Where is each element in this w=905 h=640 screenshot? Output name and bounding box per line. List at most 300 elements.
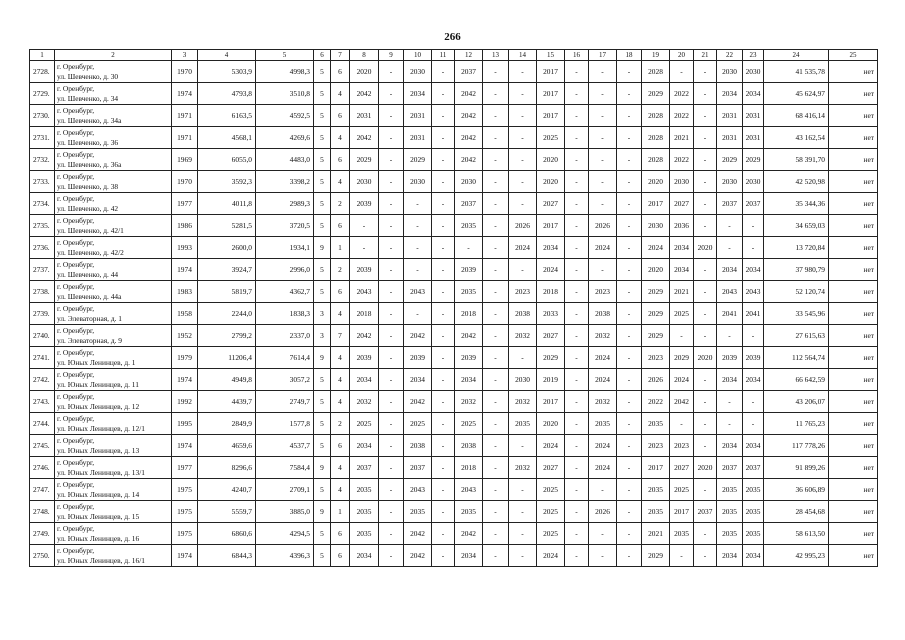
cell-col-19: 2029 (642, 281, 670, 303)
cell-col-6: 5 (314, 193, 331, 215)
cell-col-4: 5303,9 (198, 61, 256, 83)
cell-col-4: 3924,7 (198, 259, 256, 281)
cell-col-3: 1975 (172, 479, 198, 501)
cell-col-4: 3592,3 (198, 171, 256, 193)
cell-col-16: - (565, 325, 589, 347)
address-cell (55, 479, 172, 501)
cell-col-12: 2042 (455, 523, 483, 545)
cell-col-10: 2042 (404, 523, 432, 545)
cell-col-5: 4537,7 (256, 435, 314, 457)
cell-col-9: - (379, 545, 404, 567)
cell-col-25: нет (829, 127, 878, 149)
cell-col-23: 2043 (743, 281, 764, 303)
cell-col-7: 6 (331, 61, 350, 83)
cell-col-25: нет (829, 413, 878, 435)
cell-col-23: 2034 (743, 369, 764, 391)
cell-col-15: 2027 (537, 457, 565, 479)
address-cell (55, 435, 172, 457)
cell-col-19: 2035 (642, 501, 670, 523)
address-street: ул. Шевченко, д. 36 (57, 137, 119, 147)
cell-col-9: - (379, 127, 404, 149)
cell-col-7: 4 (331, 83, 350, 105)
row-number: 2731. (30, 127, 55, 149)
cell-col-3: 1979 (172, 347, 198, 369)
table-row (30, 281, 878, 303)
cell-col-18: - (617, 149, 642, 171)
cell-col-5: 1838,3 (256, 303, 314, 325)
address-street: ул. Шевченко, д. 42/2 (57, 247, 124, 257)
cell-col-15: 2017 (537, 215, 565, 237)
cell-col-9: - (379, 479, 404, 501)
cell-col-6: 9 (314, 237, 331, 259)
cell-col-8: 2034 (350, 369, 379, 391)
cell-col-19: 2035 (642, 413, 670, 435)
cell-col-5: 3885,0 (256, 501, 314, 523)
cell-col-17: - (589, 545, 617, 567)
cell-col-15: 2017 (537, 105, 565, 127)
cell-col-20: 2025 (670, 303, 694, 325)
cell-col-11: - (432, 347, 455, 369)
cell-col-13: - (483, 413, 509, 435)
cell-col-6: 5 (314, 149, 331, 171)
table-row (30, 127, 878, 149)
cell-col-20: 2022 (670, 105, 694, 127)
cell-col-3: 1993 (172, 237, 198, 259)
cell-col-7: 6 (331, 215, 350, 237)
cell-col-16: - (565, 391, 589, 413)
cell-col-16: - (565, 545, 589, 567)
cell-col-24: 45 624,97 (764, 83, 829, 105)
column-number-cell: 12 (455, 50, 483, 61)
page-number: 266 (444, 31, 461, 43)
cell-col-25: нет (829, 303, 878, 325)
cell-col-7: 6 (331, 281, 350, 303)
cell-col-25: нет (829, 259, 878, 281)
cell-col-18: - (617, 171, 642, 193)
cell-col-16: - (565, 215, 589, 237)
cell-col-15: 2033 (537, 303, 565, 325)
cell-col-20: - (670, 325, 694, 347)
cell-col-21: - (694, 325, 717, 347)
column-number-cell: 2 (55, 50, 172, 61)
table-row (30, 303, 878, 325)
cell-col-23: 2031 (743, 127, 764, 149)
cell-col-3: 1969 (172, 149, 198, 171)
cell-col-6: 9 (314, 501, 331, 523)
cell-col-21: 2037 (694, 501, 717, 523)
cell-col-17: 2026 (589, 215, 617, 237)
cell-col-23: 2035 (743, 479, 764, 501)
cell-col-24: 36 606,89 (764, 479, 829, 501)
cell-col-8: 2029 (350, 149, 379, 171)
cell-col-4: 4011,8 (198, 193, 256, 215)
cell-col-23: - (743, 325, 764, 347)
cell-col-16: - (565, 479, 589, 501)
address-street: ул. Шевченко, д. 42 (57, 203, 119, 213)
column-number-cell: 1 (30, 50, 55, 61)
address-city: г. Оренбург, (57, 370, 95, 380)
cell-col-10: 2042 (404, 391, 432, 413)
cell-col-7: 4 (331, 391, 350, 413)
cell-col-4: 2600,0 (198, 237, 256, 259)
address-city: г. Оренбург, (57, 326, 95, 336)
cell-col-20: 2024 (670, 369, 694, 391)
cell-col-18: - (617, 391, 642, 413)
cell-col-17: 2026 (589, 501, 617, 523)
cell-col-25: нет (829, 171, 878, 193)
cell-col-18: - (617, 369, 642, 391)
address-street: ул. Юных Ленинцев, д. 16 (57, 533, 140, 543)
cell-col-23: 2037 (743, 193, 764, 215)
cell-col-22: 2034 (717, 545, 743, 567)
table-row (30, 523, 878, 545)
cell-col-22: 2037 (717, 193, 743, 215)
cell-col-25: нет (829, 105, 878, 127)
cell-col-24: 58 613,50 (764, 523, 829, 545)
cell-col-18: - (617, 105, 642, 127)
cell-col-25: нет (829, 369, 878, 391)
row-number: 2729. (30, 83, 55, 105)
cell-col-19: 2024 (642, 237, 670, 259)
cell-col-19: 2020 (642, 259, 670, 281)
cell-col-5: 3057,2 (256, 369, 314, 391)
cell-col-11: - (432, 61, 455, 83)
address-cell (55, 61, 172, 83)
cell-col-17: 2024 (589, 457, 617, 479)
cell-col-20: 2017 (670, 501, 694, 523)
cell-col-25: нет (829, 61, 878, 83)
cell-col-24: 52 120,74 (764, 281, 829, 303)
cell-col-22: - (717, 215, 743, 237)
cell-col-17: - (589, 105, 617, 127)
cell-col-16: - (565, 457, 589, 479)
cell-col-6: 5 (314, 259, 331, 281)
cell-col-7: 6 (331, 545, 350, 567)
cell-col-25: нет (829, 193, 878, 215)
column-number-cell: 20 (670, 50, 694, 61)
cell-col-19: 2028 (642, 105, 670, 127)
cell-col-6: 5 (314, 479, 331, 501)
cell-col-12: 2025 (455, 413, 483, 435)
cell-col-20: 2021 (670, 281, 694, 303)
cell-col-15: 2020 (537, 171, 565, 193)
cell-col-3: 1975 (172, 501, 198, 523)
address-city: г. Оренбург, (57, 150, 95, 160)
column-number-cell: 9 (379, 50, 404, 61)
cell-col-22: 2031 (717, 127, 743, 149)
cell-col-19: 2029 (642, 83, 670, 105)
cell-col-5: 3398,2 (256, 171, 314, 193)
cell-col-23: 2035 (743, 523, 764, 545)
row-number: 2737. (30, 259, 55, 281)
cell-col-24: 33 545,96 (764, 303, 829, 325)
cell-col-12: 2035 (455, 501, 483, 523)
cell-col-19: 2022 (642, 391, 670, 413)
table-row (30, 369, 878, 391)
cell-col-17: - (589, 523, 617, 545)
cell-col-12: 2038 (455, 435, 483, 457)
row-number: 2732. (30, 149, 55, 171)
cell-col-11: - (432, 105, 455, 127)
cell-col-12: 2037 (455, 193, 483, 215)
cell-col-4: 5281,5 (198, 215, 256, 237)
cell-col-4: 4240,7 (198, 479, 256, 501)
cell-col-20: 2023 (670, 435, 694, 457)
cell-col-13: - (483, 391, 509, 413)
cell-col-10: 2034 (404, 369, 432, 391)
cell-col-8: 2043 (350, 281, 379, 303)
cell-col-4: 8296,6 (198, 457, 256, 479)
cell-col-9: - (379, 523, 404, 545)
table-row (30, 479, 878, 501)
cell-col-21: 2020 (694, 457, 717, 479)
cell-col-18: - (617, 545, 642, 567)
cell-col-3: 1995 (172, 413, 198, 435)
cell-col-9: - (379, 193, 404, 215)
cell-col-9: - (379, 171, 404, 193)
address-cell (55, 545, 172, 567)
cell-col-5: 4269,6 (256, 127, 314, 149)
cell-col-22: 2035 (717, 523, 743, 545)
address-city: г. Оренбург, (57, 282, 95, 292)
cell-col-24: 66 642,59 (764, 369, 829, 391)
cell-col-7: 4 (331, 303, 350, 325)
cell-col-16: - (565, 413, 589, 435)
cell-col-22: 2034 (717, 369, 743, 391)
cell-col-20: 2022 (670, 149, 694, 171)
cell-col-16: - (565, 171, 589, 193)
cell-col-22: 2034 (717, 83, 743, 105)
cell-col-5: 7584,4 (256, 457, 314, 479)
cell-col-18: - (617, 215, 642, 237)
cell-col-14: - (509, 501, 537, 523)
cell-col-10: - (404, 193, 432, 215)
address-city: г. Оренбург, (57, 414, 95, 424)
cell-col-3: 1974 (172, 259, 198, 281)
cell-col-6: 5 (314, 61, 331, 83)
cell-col-18: - (617, 127, 642, 149)
address-street: ул. Элеваторная, д. 1 (57, 313, 122, 323)
address-city: г. Оренбург, (57, 392, 95, 402)
cell-col-16: - (565, 193, 589, 215)
cell-col-15: 2025 (537, 127, 565, 149)
cell-col-3: 1986 (172, 215, 198, 237)
cell-col-11: - (432, 391, 455, 413)
cell-col-6: 5 (314, 413, 331, 435)
cell-col-23: 2039 (743, 347, 764, 369)
cell-col-12: 2039 (455, 347, 483, 369)
cell-col-20: 2025 (670, 479, 694, 501)
cell-col-25: нет (829, 215, 878, 237)
cell-col-18: - (617, 479, 642, 501)
cell-col-3: 1975 (172, 523, 198, 545)
table-row (30, 391, 878, 413)
cell-col-23: - (743, 237, 764, 259)
cell-col-23: 2034 (743, 259, 764, 281)
cell-col-10: 2031 (404, 127, 432, 149)
cell-col-9: - (379, 281, 404, 303)
row-number: 2744. (30, 413, 55, 435)
cell-col-10: 2043 (404, 281, 432, 303)
cell-col-6: 3 (314, 303, 331, 325)
cell-col-15: 2029 (537, 347, 565, 369)
address-street: ул. Юных Ленинцев, д. 12/1 (57, 423, 145, 433)
cell-col-10: 2031 (404, 105, 432, 127)
cell-col-22: 2031 (717, 105, 743, 127)
cell-col-5: 1577,8 (256, 413, 314, 435)
row-number: 2749. (30, 523, 55, 545)
column-number-cell: 5 (256, 50, 314, 61)
cell-col-13: - (483, 479, 509, 501)
cell-col-21: - (694, 105, 717, 127)
cell-col-22: - (717, 391, 743, 413)
cell-col-24: 43 162,54 (764, 127, 829, 149)
cell-col-11: - (432, 237, 455, 259)
cell-col-14: - (509, 149, 537, 171)
cell-col-10: - (404, 237, 432, 259)
cell-col-18: - (617, 237, 642, 259)
address-cell (55, 127, 172, 149)
cell-col-8: 2020 (350, 61, 379, 83)
cell-col-21: - (694, 61, 717, 83)
cell-col-15: 2024 (537, 435, 565, 457)
cell-col-17: - (589, 149, 617, 171)
cell-col-15: 2017 (537, 61, 565, 83)
cell-col-14: 2023 (509, 281, 537, 303)
cell-col-7: 4 (331, 171, 350, 193)
cell-col-14: - (509, 61, 537, 83)
cell-col-19: 2029 (642, 325, 670, 347)
row-number: 2743. (30, 391, 55, 413)
column-number-cell: 4 (198, 50, 256, 61)
cell-col-7: 6 (331, 435, 350, 457)
cell-col-21: - (694, 413, 717, 435)
address-cell (55, 501, 172, 523)
table-row (30, 435, 878, 457)
cell-col-25: нет (829, 391, 878, 413)
cell-col-14: 2032 (509, 391, 537, 413)
cell-col-25: нет (829, 237, 878, 259)
cell-col-13: - (483, 325, 509, 347)
cell-col-7: 2 (331, 259, 350, 281)
cell-col-19: 2017 (642, 457, 670, 479)
cell-col-12: 2018 (455, 457, 483, 479)
cell-col-22: 2037 (717, 457, 743, 479)
cell-col-8: 2035 (350, 523, 379, 545)
cell-col-8: 2018 (350, 303, 379, 325)
cell-col-20: 2030 (670, 171, 694, 193)
cell-col-5: 2989,3 (256, 193, 314, 215)
cell-col-3: 1974 (172, 369, 198, 391)
cell-col-6: 9 (314, 457, 331, 479)
cell-col-14: - (509, 479, 537, 501)
cell-col-11: - (432, 127, 455, 149)
cell-col-23: 2041 (743, 303, 764, 325)
cell-col-8: 2039 (350, 347, 379, 369)
cell-col-6: 5 (314, 105, 331, 127)
column-number-cell: 25 (829, 50, 878, 61)
cell-col-17: 2038 (589, 303, 617, 325)
cell-col-25: нет (829, 347, 878, 369)
cell-col-24: 68 416,14 (764, 105, 829, 127)
cell-col-17: 2035 (589, 413, 617, 435)
cell-col-12: 2039 (455, 259, 483, 281)
cell-col-10: - (404, 215, 432, 237)
cell-col-13: - (483, 193, 509, 215)
cell-col-9: - (379, 215, 404, 237)
cell-col-4: 6163,5 (198, 105, 256, 127)
cell-col-20: 2022 (670, 83, 694, 105)
cell-col-23: 2031 (743, 105, 764, 127)
table-row (30, 83, 878, 105)
cell-col-16: - (565, 259, 589, 281)
table-row (30, 171, 878, 193)
cell-col-10: 2037 (404, 457, 432, 479)
cell-col-19: 2026 (642, 369, 670, 391)
cell-col-7: 1 (331, 237, 350, 259)
cell-col-14: - (509, 435, 537, 457)
cell-col-12: 2035 (455, 281, 483, 303)
cell-col-5: 4396,3 (256, 545, 314, 567)
row-number: 2730. (30, 105, 55, 127)
cell-col-16: - (565, 237, 589, 259)
cell-col-6: 5 (314, 215, 331, 237)
cell-col-14: 2030 (509, 369, 537, 391)
cell-col-16: - (565, 105, 589, 127)
cell-col-19: 2030 (642, 215, 670, 237)
cell-col-19: 2028 (642, 127, 670, 149)
cell-col-13: - (483, 435, 509, 457)
cell-col-4: 4568,1 (198, 127, 256, 149)
cell-col-3: 1971 (172, 105, 198, 127)
cell-col-3: 1974 (172, 435, 198, 457)
cell-col-11: - (432, 479, 455, 501)
cell-col-5: 4592,5 (256, 105, 314, 127)
cell-col-5: 3510,8 (256, 83, 314, 105)
cell-col-22: 2039 (717, 347, 743, 369)
cell-col-11: - (432, 303, 455, 325)
cell-col-17: - (589, 171, 617, 193)
column-number-cell: 6 (314, 50, 331, 61)
cell-col-18: - (617, 83, 642, 105)
cell-col-25: нет (829, 523, 878, 545)
cell-col-8: 2039 (350, 193, 379, 215)
cell-col-16: - (565, 127, 589, 149)
cell-col-8: 2031 (350, 105, 379, 127)
cell-col-13: - (483, 369, 509, 391)
cell-col-4: 4659,6 (198, 435, 256, 457)
table-row (30, 259, 878, 281)
cell-col-17: 2032 (589, 391, 617, 413)
cell-col-21: - (694, 193, 717, 215)
cell-col-9: - (379, 83, 404, 105)
row-number: 2735. (30, 215, 55, 237)
column-number-row (30, 50, 878, 61)
cell-col-8: 2025 (350, 413, 379, 435)
cell-col-9: - (379, 237, 404, 259)
row-number: 2734. (30, 193, 55, 215)
cell-col-11: - (432, 83, 455, 105)
cell-col-12: - (455, 237, 483, 259)
cell-col-16: - (565, 149, 589, 171)
cell-col-7: 6 (331, 105, 350, 127)
cell-col-8: 2042 (350, 83, 379, 105)
cell-col-13: - (483, 237, 509, 259)
cell-col-12: 2042 (455, 325, 483, 347)
cell-col-25: нет (829, 325, 878, 347)
cell-col-4: 4949,8 (198, 369, 256, 391)
cell-col-11: - (432, 149, 455, 171)
